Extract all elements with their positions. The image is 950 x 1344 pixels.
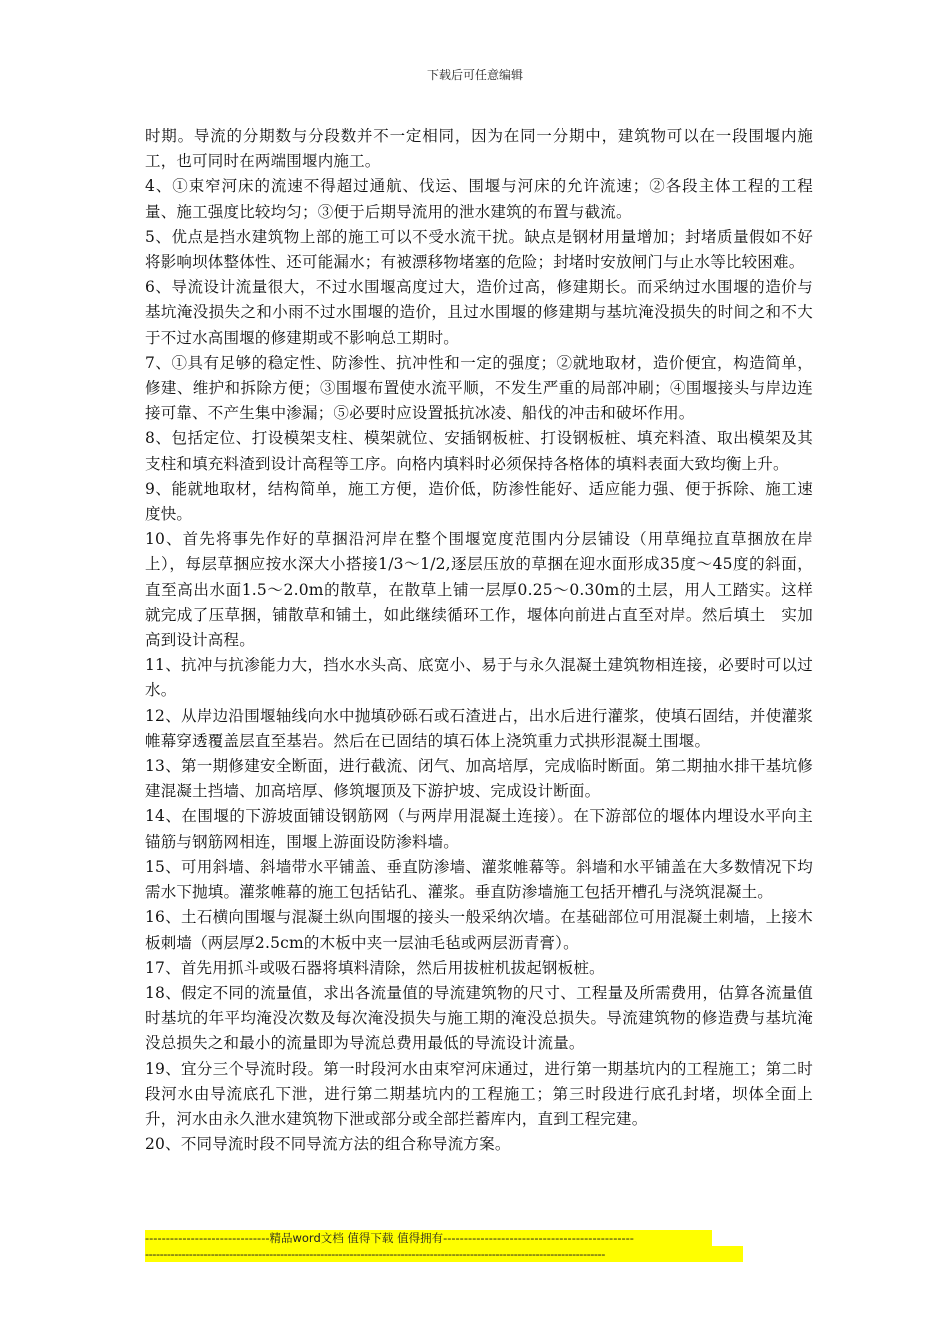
paragraph: 13、第一期修建安全断面，进行截流、闭气、加高培厚，完成临时断面。第二期抽水排干基坑修建混凝土挡墙、加高培厚、修筑堰顶及下游护坡、完成设计断面。 bbox=[145, 757, 813, 801]
paragraph: 16、土石横向围堰与混凝土纵向围堰的接头一般采纳次墙。在基础部位可用混凝土刺墙，上接木板刺墙（两层厚2.5cm的木板中夹一层油毛毡或两层沥青膏）。 bbox=[145, 908, 813, 952]
page-header: 下载后可任意编辑 bbox=[426, 68, 523, 82]
paragraph: 4、①束窄河床的流速不得超过通航、伐运、围堰与河床的允许流速；②各段主体工程的工程量、施工强度比较均匀；③便于后期导流用的泄水建筑的布置与截流。 bbox=[145, 177, 813, 221]
page-footer bbox=[145, 1230, 743, 1262]
paragraph: 15、可用斜墙、斜墙带水平铺盖、垂直防渗墙、灌浆帷幕等。斜墙和水平铺盖在大多数情况下均需水下抛填。灌浆帷幕的施工包括钻孔、灌浆。垂直防渗墙施工包括开槽孔与浇筑混凝土。 bbox=[145, 857, 813, 902]
paragraph: 6、导流设计流量很大，不过水围堰高度过大，造价过高，修建期长。而采纳过水围堰的造价与基坑淹没损失之和小雨不过水围堰的造价，且过水围堰的修建期与基坑淹没损失的时间之和不大于不过水高围堰的修建期或不影响总工期时。 bbox=[145, 278, 813, 347]
paragraph: 时期。导流的分期数与分段数并不一定相同，因为在同一分期中，建筑物可以在一段围堰内施工，也可同时在两端围堰内施工。 bbox=[145, 127, 813, 171]
document-body bbox=[145, 124, 813, 1157]
footer-banner-line: ------------------------------精品word文档 值得下载 值得拥有---------------------------------------------- bbox=[145, 1230, 712, 1246]
paragraph: 7、①具有足够的稳定性、防渗性、抗冲性和一定的强度；②就地取材，造价便宜，构造简单，修建、维护和拆除方便；③围堰布置使水流平顺，不发生严重的局部冲刷；④围堰接头与岸边连接可靠、不产生集中渗漏；⑤必要时应设置抵抗冰凌、船伐的冲击和破坏作用。 bbox=[145, 353, 813, 423]
paragraph: 19、宜分三个导流时段。第一时段河水由束窄河床通过，进行第一期基坑内的工程施工；第二时段河水由导流底孔下泄，进行第二期基坑内的工程施工；第三时段进行底孔封堵，坝体全面上升，河水由永久泄水建筑物下泄或部分或全部拦蓄库内，直到工程完建。 bbox=[145, 1059, 813, 1128]
paragraph: 9、能就地取材，结构简单，施工方便，造价低，防渗性能好、适应能力强、便于拆除、施工速度快。 bbox=[145, 479, 813, 524]
paragraph: 10、首先将事先作好的草捆沿河岸在整个围堰宽度范围内分层铺设（用草绳拉直草捆放在岸上），每层草捆应按水深大小搭接1/3～1/2,逐层压放的草捆在迎水面形成35度～45度的斜面，直至高出水面1.5～2.0m的散草，在散草上铺一层厚0.25～0.30m的土层，用人工踏实。这样就完成了压草捆，铺散草和铺土，如此继续循环工作，堰体向前进占直至对岸。然后填土 实加高到设计高程。 bbox=[145, 530, 813, 650]
paragraph: 17、首先用抓斗或吸石器将填料清除，然后用拔桩机拔起钢板桩。 bbox=[145, 958, 605, 977]
paragraph: 12、从岸边沿围堰轴线向水中抛填砂砾石或石渣进占，出水后进行灌浆，使填石固结，并使灌浆帷幕穿透覆盖层直至基岩。然后在已固结的填石体上浇筑重力式拱形混凝土围堰。 bbox=[145, 706, 813, 750]
footer-divider-line: ------------------------------------------------------------------------------------------------------------------------------ bbox=[145, 1246, 743, 1262]
paragraph: 5、优点是挡水建筑物上部的施工可以不受水流干扰。缺点是钢材用量增加；封堵质量假如不好将影响坝体整体性、还可能漏水；有被漂移物堵塞的危险；封堵时安放闸门与止水等比较困难。 bbox=[145, 227, 813, 272]
paragraph: 14、在围堰的下游坡面铺设钢筋网（与两岸用混凝土连接）。在下游部位的堰体内埋设水平向主锚筋与钢筋网相连，围堰上游面设防渗料墙。 bbox=[145, 807, 813, 851]
paragraph: 8、包括定位、打设模架支柱、模架就位、安插钢板桩、打设钢板桩、填充料渣、取出模架及其支柱和填充料渣到设计高程等工序。向格内填料时必须保持各格体的填料表面大致均衡上升。 bbox=[145, 429, 813, 473]
paragraph: 18、假定不同的流量值，求出各流量值的导流建筑物的尺寸、工程量及所需费用，估算各流量值时基坑的年平均淹没次数及每次淹没损失与施工期的淹没总损失。导流建筑物的修造费与基坑淹没总损失之和最小的流量即为导流总费用最低的导流设计流量。 bbox=[145, 983, 813, 1053]
paragraph: 11、抗冲与抗渗能力大，挡水水头高、底宽小、易于与永久混凝土建筑物相连接，必要时可以过水。 bbox=[145, 656, 813, 700]
paragraph: 20、不同导流时段不同导流方法的组合称导流方案。 bbox=[145, 1135, 511, 1154]
